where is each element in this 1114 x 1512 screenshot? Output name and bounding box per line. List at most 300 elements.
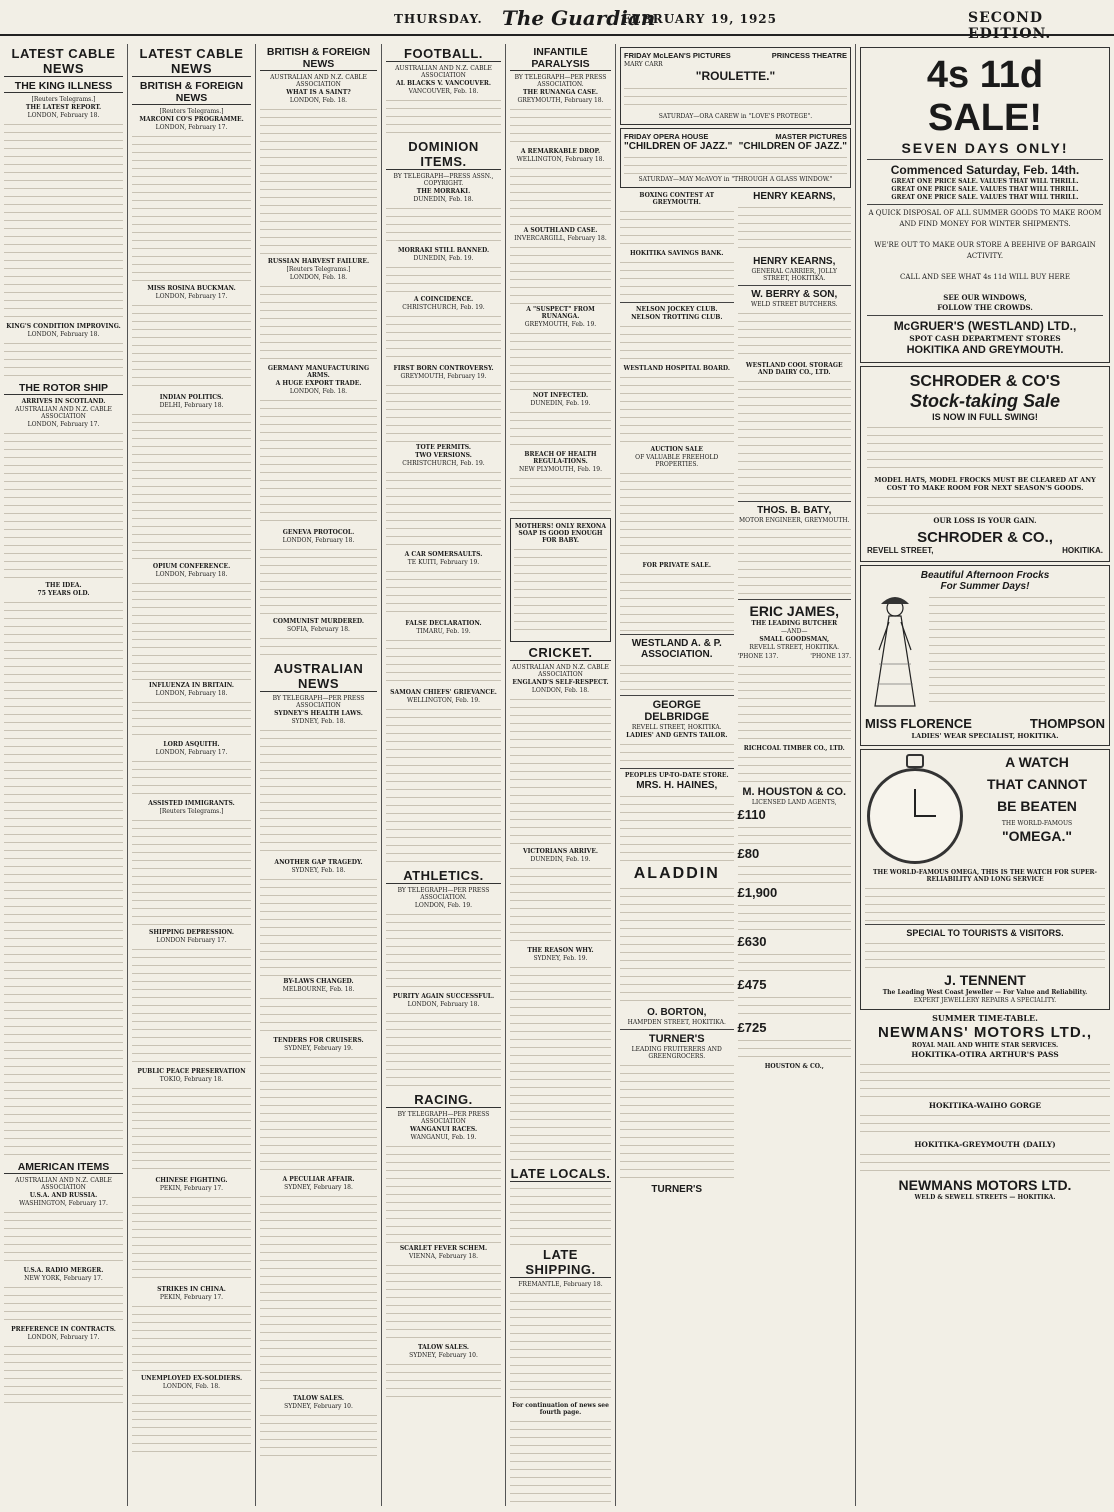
ad-text xyxy=(620,374,734,444)
article-text xyxy=(4,1209,123,1265)
ad-title: NELSON TROTTING CLUB. xyxy=(631,314,723,321)
ad-text: The Leading West Coast Jeweller — For Value and Reliability. xyxy=(882,989,1088,996)
masthead xyxy=(0,0,1114,42)
article-text xyxy=(260,635,377,659)
dateline: SYDNEY, February 10. xyxy=(409,1352,478,1359)
subheading: SHIPPING DEPRESSION. xyxy=(149,929,234,936)
dateline: NEW PLYMOUTH, Feb. 19. xyxy=(518,466,603,473)
article-text xyxy=(4,1284,123,1324)
sale-date: Commenced Saturday, Feb. 14th. xyxy=(890,163,1080,177)
ad-text: SMALL GOODSMAN, xyxy=(759,636,830,643)
ad-title: MOTHERS! ONLY REXONA SOAP IS GOOD ENOUGH FOR BABY. xyxy=(514,523,606,544)
ad-text xyxy=(867,424,1103,474)
ad-title: M. HOUSTON & CO. xyxy=(742,786,847,798)
subheading: A PECULIAR AFFAIR. xyxy=(282,1176,355,1183)
dateline: SYDNEY, Feb. 18. xyxy=(291,718,346,725)
subheading: MARCONI CO'S PROGRAMME. xyxy=(139,116,244,123)
column-4 xyxy=(382,44,506,1506)
classified-text xyxy=(510,1418,611,1506)
ad-title: BE BEATEN xyxy=(997,798,1077,814)
dateline: LONDON, February 18. xyxy=(282,537,355,544)
article-text xyxy=(510,1185,611,1245)
source-label: [Reuters Telegrams.] xyxy=(286,266,351,273)
masthead-title: The Guardian xyxy=(502,6,656,30)
ad-title: THOMPSON xyxy=(1029,716,1105,731)
article-text xyxy=(510,696,611,846)
column-2 xyxy=(128,44,256,1506)
rexona-ad xyxy=(510,518,611,642)
ad-text: REVELL STREET, HOKITIKA. xyxy=(631,724,722,731)
dateline: SYDNEY, February 19. xyxy=(284,1045,353,1052)
ad-title: WESTLAND A. & P. xyxy=(631,638,722,649)
dateline: DELHI, February 18. xyxy=(159,402,224,409)
subheading: THE RUNANGA CASE. xyxy=(523,89,598,96)
ad-title: RICHCOAL TIMBER CO., LTD. xyxy=(743,745,845,752)
divider xyxy=(738,501,852,502)
article-text xyxy=(132,699,251,739)
dateline: LONDON, February 17. xyxy=(155,749,228,756)
mcleans-pictures-ad xyxy=(620,47,851,125)
divider xyxy=(867,159,1103,160)
article-text xyxy=(386,313,501,363)
article-text xyxy=(386,264,501,294)
ad-title: "OMEGA." xyxy=(1001,828,1073,844)
dateline: WANGANUI, Feb. 19. xyxy=(410,1134,477,1141)
article-text xyxy=(260,106,377,256)
subheading: FALSE DECLARATION. xyxy=(405,620,482,627)
subheading: CHINESE FIGHTING. xyxy=(155,1177,228,1184)
masthead-edition: SECOND EDITION. xyxy=(968,10,1052,42)
dateline: CHRISTCHURCH, Feb. 19. xyxy=(402,304,485,311)
ad-title: HENRY KEARNS, xyxy=(753,191,836,202)
headline: RACING. xyxy=(386,1092,501,1108)
subheading: TOTE PERMITS. xyxy=(415,444,471,451)
ad-text xyxy=(620,741,734,765)
article-text xyxy=(132,758,251,798)
subheading: THE IDEA. xyxy=(45,582,82,589)
dateline: GREYMOUTH, February 18. xyxy=(517,97,604,104)
dateline: LONDON February 17. xyxy=(156,937,227,944)
subheading: KING'S CONDITION IMPROVING. xyxy=(6,323,121,330)
subheading: UNEMPLOYED EX-SOLDIERS. xyxy=(140,1375,243,1382)
subheading: A SOUTHLAND CASE. xyxy=(523,227,598,234)
ad-title: FOR PRIVATE SALE. xyxy=(642,562,711,569)
subheading: WHAT IS A SAINT? xyxy=(286,89,351,96)
ad-text xyxy=(620,885,734,1005)
article-text xyxy=(260,397,377,527)
ad-text xyxy=(738,663,852,743)
article-text xyxy=(510,964,611,1164)
subheading: A HUGE EXPORT TRADE. xyxy=(275,380,362,387)
source-label: AUSTRALIAN AND N.Z. CABLE ASSOCIATION xyxy=(15,406,112,420)
dateline: GREYMOUTH, February 19. xyxy=(400,373,487,380)
article-text xyxy=(510,330,611,390)
property-price: £725 xyxy=(737,1020,767,1035)
ad-text xyxy=(624,85,847,111)
ad-text: LICENSED LAND AGENTS, xyxy=(751,799,837,806)
ad-text xyxy=(620,323,734,363)
ad-text xyxy=(738,754,852,784)
ads-two-column xyxy=(620,191,851,1195)
article-text xyxy=(4,430,123,580)
column-6-ads xyxy=(616,44,856,1506)
dateline: TIMARU, Feb. 19. xyxy=(416,628,471,635)
ad-text xyxy=(865,940,1105,970)
article-text xyxy=(132,580,251,680)
sale-text: WE'RE OUT TO MAKE OUR STORE A BEEHIVE OF BARGAIN ACTIVITY. xyxy=(874,241,1096,260)
ad-title: SCHRODER & CO'S xyxy=(909,373,1061,390)
article-text xyxy=(386,1010,501,1090)
ad-text xyxy=(738,863,852,883)
dateline: LONDON, February 17. xyxy=(155,293,228,300)
dateline: VANCOUVER, Feb. 18. xyxy=(408,88,479,95)
subheading: MISS ROSINA BUCKMAN. xyxy=(147,285,236,292)
ad-title: BOXING CONTEST AT GREYMOUTH. xyxy=(639,192,715,206)
subheading: MORRAKI STILL BANNED. xyxy=(397,247,490,254)
source-label: [Reuters Telegrams.] xyxy=(159,808,224,815)
dateline: LONDON, Feb. 18. xyxy=(531,687,590,694)
ad-title: HENRY KEARNS, xyxy=(753,256,836,267)
ad-title: MRS. H. HAINES, xyxy=(636,780,718,791)
subheading: TALOW SALES. xyxy=(417,1344,470,1351)
store-tagline: SPOT CASH DEPARTMENT STORES xyxy=(909,334,1061,343)
divider xyxy=(867,204,1103,205)
article-text xyxy=(386,637,501,687)
subheading: PURITY AGAIN SUCCESSFUL. xyxy=(392,993,495,1000)
ad-title: PEOPLES UP-TO-DATE STORE. xyxy=(624,772,729,779)
dateline: WELLINGTON, February 18. xyxy=(516,156,605,163)
masthead-day: THURSDAY. xyxy=(394,12,483,26)
ad-text: GENERAL CARRIER, JOLLY STREET, HOKITIKA. xyxy=(751,268,837,282)
article-text xyxy=(386,1143,501,1243)
ad-title: ALADDIN xyxy=(633,865,720,882)
subheading: TALOW SALES. xyxy=(292,1395,345,1402)
article-text xyxy=(510,106,611,146)
dateline: LONDON, February 18. xyxy=(27,331,100,338)
dateline: LONDON, Feb. 18. xyxy=(289,97,348,104)
headline: THE ROTOR SHIP xyxy=(4,382,123,395)
divider xyxy=(865,924,1105,925)
ad-title: ERIC JAMES, xyxy=(749,603,839,619)
subheading: INFLUENZA IN BRITAIN. xyxy=(149,682,234,689)
article-text xyxy=(510,865,611,945)
ad-title: THOS. B. BATY, xyxy=(757,505,832,516)
frocks-ad xyxy=(860,565,1110,746)
article-text xyxy=(4,121,123,321)
ad-text: WELD & SEWELL STREETS — HOKITIKA. xyxy=(914,1194,1056,1201)
subheading: NOT INFECTED. xyxy=(532,392,589,399)
column-5 xyxy=(506,44,616,1506)
subheading: A "SUSPECT" FROM RUNANGA. xyxy=(526,306,595,320)
ad-text xyxy=(620,470,734,560)
source-label: BY TELEGRAPH—PER PRESS ASSOCIATION xyxy=(272,695,365,709)
ad-text xyxy=(620,208,734,248)
article-text xyxy=(386,382,501,442)
ad-text xyxy=(865,885,1105,921)
article-text xyxy=(260,283,377,363)
ad-title: W. BERRY & SON, xyxy=(751,289,838,300)
article-text xyxy=(260,1412,377,1462)
dateline: LONDON, February 18. xyxy=(27,112,100,119)
article-text xyxy=(132,817,251,927)
article-text xyxy=(132,1303,251,1373)
subheading: TENDERS FOR CRUISERS. xyxy=(273,1037,364,1044)
ad-title: HOKITIKA SAVINGS BANK. xyxy=(630,250,724,257)
article-text xyxy=(386,205,501,245)
article-text xyxy=(386,568,501,618)
source-label: BY TELEGRAPH—PER PRESS ASSOCIATION xyxy=(397,1111,490,1125)
ad-title: TURNER'S xyxy=(648,1033,705,1045)
subheading: PREFERENCE IN CONTRACTS. xyxy=(11,1326,116,1333)
dateline: FREMANTLE, February 18. xyxy=(518,1281,603,1288)
dateline: LONDON, February 17. xyxy=(27,1334,100,1341)
phone-number: 'PHONE 137. xyxy=(737,653,779,660)
ad-text: OF VALUABLE FREEHOLD PROPERTIES. xyxy=(635,454,719,468)
ad-title: HOKITIKA-WAIHO GORGE xyxy=(928,1101,1042,1110)
dateline: WELLINGTON, Feb. 19. xyxy=(406,697,481,704)
watch-hand xyxy=(914,789,916,817)
store-name: McGRUER'S (WESTLAND) LTD., xyxy=(893,319,1077,333)
subheading: A CAR SOMERSAULTS. xyxy=(404,551,483,558)
headline: CRICKET. xyxy=(510,645,611,661)
ad-text: —AND— xyxy=(781,628,808,635)
dateline: LONDON, February 18. xyxy=(155,690,228,697)
source-label: AUSTRALIAN AND N.Z. CABLE ASSOCIATION xyxy=(270,74,367,88)
property-price: £80 xyxy=(737,846,760,861)
ad-title: SCHRODER & CO., xyxy=(917,529,1053,546)
ad-text: HAMPDEN STREET, HOKITIKA. xyxy=(627,1019,726,1026)
ad-text: REVELL STREET, xyxy=(867,546,934,555)
article-text xyxy=(510,244,611,304)
article-text xyxy=(510,409,611,449)
headline: LATEST CABLE NEWS xyxy=(4,46,123,77)
ad-text: EXPERT JEWELLERY REPAIRS A SPECIALITY. xyxy=(913,997,1057,1004)
source-label: BY TELEGRAPH—PER PRESS ASSOCIATION. xyxy=(514,74,607,88)
dateline: TE KUITI, February 19. xyxy=(407,559,480,566)
ad-title: HOKITIKA-OTIRA ARTHUR'S PASS xyxy=(911,1050,1059,1059)
dateline: LONDON, Feb. 18. xyxy=(289,388,348,395)
dateline: INVERCARGILL, February 18. xyxy=(514,235,607,242)
headline: LATE SHIPPING. xyxy=(510,1247,611,1278)
ad-title: TURNER'S xyxy=(651,1184,703,1195)
divider xyxy=(620,768,734,769)
article-text xyxy=(386,1262,501,1342)
subheading: BY-LAWS CHANGED. xyxy=(283,978,354,985)
article-text xyxy=(260,1054,377,1174)
subheading: STRIKES IN CHINA. xyxy=(157,1286,226,1293)
subheading: SAMOAN CHIEFS' GRIEVANCE. xyxy=(390,689,497,696)
dateline: SOFIA, February 18. xyxy=(287,626,350,633)
subheading: PUBLIC PEACE PRESERVATION xyxy=(137,1068,246,1075)
watch-crown-icon xyxy=(906,754,924,768)
headline: AMERICAN ITEMS xyxy=(4,1161,123,1174)
dateline: SYDNEY, February 18. xyxy=(284,1184,353,1191)
article-text xyxy=(132,133,251,283)
ad-text xyxy=(620,1062,734,1182)
ad-title: WESTLAND HOSPITAL BOARD. xyxy=(623,365,731,372)
source-label: AUSTRALIAN AND N.Z. CABLE ASSOCIATION xyxy=(512,664,609,678)
watch-illustration xyxy=(865,754,965,868)
subheading: SCARLET FEVER SCHEM. xyxy=(399,1245,488,1252)
subheading: 75 YEARS OLD. xyxy=(37,590,90,597)
dateline: LONDON, Feb. 18. xyxy=(162,1383,221,1390)
source-label: BY TELEGRAPH—PRESS ASSN., COPYRIGHT. xyxy=(393,173,494,187)
sale-text: A QUICK DISPOSAL OF ALL SUMMER GOODS TO MAKE ROOM AND FIND MONEY FOR WINTER SHIPMENTS. xyxy=(868,209,1102,228)
subheading: COMMUNIST MURDERED. xyxy=(273,618,364,625)
ad-title: AUCTION SALE xyxy=(650,446,703,453)
subheading: WANGANUI RACES. xyxy=(409,1126,478,1133)
headline: AUSTRALIAN NEWS xyxy=(260,661,377,692)
phone-number: 'PHONE 137. xyxy=(810,653,851,660)
ad-film-title: "CHILDREN OF JAZZ." xyxy=(624,141,733,152)
ad-text xyxy=(738,204,852,254)
masthead-date: FEBRUARY 19, 1925 xyxy=(622,12,777,26)
dateline: CHRISTCHURCH, Feb. 19. xyxy=(402,460,485,467)
property-price: £475 xyxy=(737,977,767,992)
ad-text xyxy=(929,594,1105,704)
source-label: AUSTRALIAN AND N.Z. CABLE ASSOCIATION xyxy=(15,1177,112,1191)
article-text xyxy=(4,340,123,380)
ad-text xyxy=(867,494,1103,514)
dateline: GREYMOUTH, Feb. 19. xyxy=(524,321,597,328)
property-price: £110 xyxy=(737,807,766,822)
dateline: DUNEDIN, Feb. 19. xyxy=(413,255,474,262)
dateline: DUNEDIN, Feb. 19. xyxy=(530,856,591,863)
article-text xyxy=(132,1085,251,1175)
subheading: BREACH OF HEALTH REGULA-TIONS. xyxy=(524,451,597,465)
dateline: SYDNEY, Feb. 18. xyxy=(291,867,346,874)
ads-left xyxy=(620,191,734,1195)
article-text xyxy=(4,1343,123,1403)
article-text xyxy=(132,302,251,392)
subheading: A COINCIDENCE. xyxy=(413,296,474,303)
ad-text: MODEL HATS, MODEL FROCKS MUST BE CLEARED AT ANY COST TO MAKE ROOM FOR NEXT SEASON'S GOODS. xyxy=(874,476,1096,492)
divider xyxy=(620,695,734,696)
headline: THE KING ILLNESS xyxy=(4,80,123,93)
schroder-ad xyxy=(860,366,1110,562)
ad-title: J. TENNENT xyxy=(944,972,1026,988)
ad-text: LADIES' AND GENTS TAILOR. xyxy=(626,732,728,739)
headline: BRITISH & FOREIGN NEWS xyxy=(132,80,251,105)
ad-film-title: "CHILDREN OF JAZZ." xyxy=(738,141,847,152)
sale-text: CALL AND SEE WHAT 4s 11d WILL BUY HERE xyxy=(900,273,1070,281)
sale-subhead: SEVEN DAYS ONLY! xyxy=(901,140,1069,156)
dateline: LONDON, February 18. xyxy=(155,571,228,578)
store-location: HOKITIKA AND GREYMOUTH. xyxy=(906,344,1064,356)
divider xyxy=(738,285,852,286)
ad-title: NEWMANS MOTORS LTD. xyxy=(898,1177,1072,1193)
ad-text xyxy=(620,662,734,692)
headline: DOMINION ITEMS. xyxy=(386,139,501,170)
timetable-text xyxy=(860,1112,1110,1138)
ad-title: For Summer Days! xyxy=(940,581,1030,592)
subheading: GENEVA PROTOCOL. xyxy=(282,529,355,536)
property-price: £1,900 xyxy=(737,885,778,900)
omega-watch-ad xyxy=(860,749,1110,1010)
ad-title: MASTER PICTURES xyxy=(775,132,847,141)
watch-face-icon xyxy=(867,768,963,864)
headline: ATHLETICS. xyxy=(386,868,501,884)
ad-text xyxy=(738,526,852,596)
column-7-ads xyxy=(856,44,1114,1506)
dateline: SYDNEY, Feb. 19. xyxy=(533,955,588,962)
divider xyxy=(738,599,852,600)
ad-text: IS NOW IN FULL SWING! xyxy=(932,412,1038,422)
subheading: AL BLACKS V. VANCOUVER. xyxy=(396,80,491,87)
dateline: LONDON, February 18. xyxy=(407,1001,480,1008)
ad-text: SATURDAY—MAY McAVOY in "THROUGH A GLASS WINDOW." xyxy=(638,176,833,183)
watch-hand xyxy=(914,815,936,817)
ad-text: MOTOR ENGINEER, GREYMOUTH. xyxy=(739,517,850,524)
article-text xyxy=(4,599,123,1159)
ad-text: LEADING FRUITERERS AND GREENGROCERS. xyxy=(631,1046,722,1060)
ad-text xyxy=(514,546,607,636)
ad-title: SPECIAL TO TOURISTS & VISITORS. xyxy=(906,928,1064,938)
ad-text: THE WORLD-FAMOUS OMEGA, THIS IS THE WATCH FOR SUPER-RELIABILITY AND LONG SERVICE xyxy=(872,869,1097,883)
article-text xyxy=(132,1194,251,1284)
subheading: THE MORRAKI. xyxy=(416,188,471,195)
ad-text: REVELL STREET, HOKITIKA. xyxy=(749,644,840,651)
ad-title: MISS FLORENCE xyxy=(865,716,972,731)
sale-text: FOLLOW THE CROWDS. xyxy=(937,303,1033,312)
sale-line: GREAT ONE PRICE SALE. VALUES THAT WILL THRILL. xyxy=(891,186,1079,193)
article-text xyxy=(510,1290,611,1400)
ad-text: THE LEADING BUTCHER xyxy=(751,620,838,627)
timetable-text xyxy=(860,1151,1110,1175)
subheading: INDIAN POLITICS. xyxy=(159,394,224,401)
ad-title: WESTLAND COOL STORAGE AND DAIRY CO., LTD. xyxy=(745,362,843,376)
headline: LATEST CABLE NEWS xyxy=(132,46,251,77)
lady-figure-illustration xyxy=(865,594,925,714)
dateline: LONDON, Feb. 18. xyxy=(289,274,348,281)
headline: INFANTILE PARALYSIS xyxy=(510,46,611,71)
timetable-text xyxy=(860,1061,1110,1099)
ads-right xyxy=(738,191,852,1195)
ad-title: Beautiful Afternoon Frocks xyxy=(920,570,1050,581)
column-3 xyxy=(256,44,382,1506)
headline: FOOTBALL. xyxy=(386,46,501,62)
ad-text xyxy=(738,951,852,975)
ad-title: ASSOCIATION. xyxy=(641,649,713,660)
sale-line: GREAT ONE PRICE SALE. VALUES THAT WILL THRILL. xyxy=(891,178,1079,185)
ad-text xyxy=(738,1037,852,1061)
ad-title: O. BORTON, xyxy=(647,1007,707,1018)
ad-film-title: "ROULETTE." xyxy=(695,69,776,83)
ad-title: HOUSTON & CO., xyxy=(764,1063,824,1070)
ad-title: PRINCESS THEATRE xyxy=(771,51,847,60)
ad-title: FRIDAY OPERA HOUSE xyxy=(624,132,709,141)
ad-text: WELD STREET BUTCHERS. xyxy=(750,301,838,308)
dateline: WASHINGTON, February 17. xyxy=(19,1200,108,1207)
continuation-note: For continuation of news see fourth page. xyxy=(512,1402,609,1416)
sale-line: GREAT ONE PRICE SALE. VALUES THAT WILL THRILL. xyxy=(891,194,1079,201)
dateline: SYDNEY, February 10. xyxy=(284,1403,353,1410)
dateline: DUNEDIN, Feb. 19. xyxy=(530,400,591,407)
dateline: DUNEDIN, Feb. 18. xyxy=(413,196,474,203)
lady-figure-svg xyxy=(865,594,925,714)
ad-text: HOKITIKA. xyxy=(1062,546,1103,555)
ad-text: SATURDAY—ORA CAREW in "LOVE'S PROTEGE". xyxy=(658,113,813,120)
divider xyxy=(620,634,734,635)
ad-text: ROYAL MAIL AND WHITE STAR SERVICES. xyxy=(911,1042,1059,1049)
article-text xyxy=(260,546,377,616)
dateline: LONDON, February 17. xyxy=(27,421,100,428)
property-price: £630 xyxy=(737,934,767,949)
ad-title: FRIDAY McLEAN'S PICTURES xyxy=(624,51,731,60)
ad-title: GEORGE DELBRIDGE xyxy=(644,699,710,723)
subheading: OPIUM CONFERENCE. xyxy=(152,563,231,570)
sale-text: SEE OUR WINDOWS, xyxy=(943,293,1027,302)
